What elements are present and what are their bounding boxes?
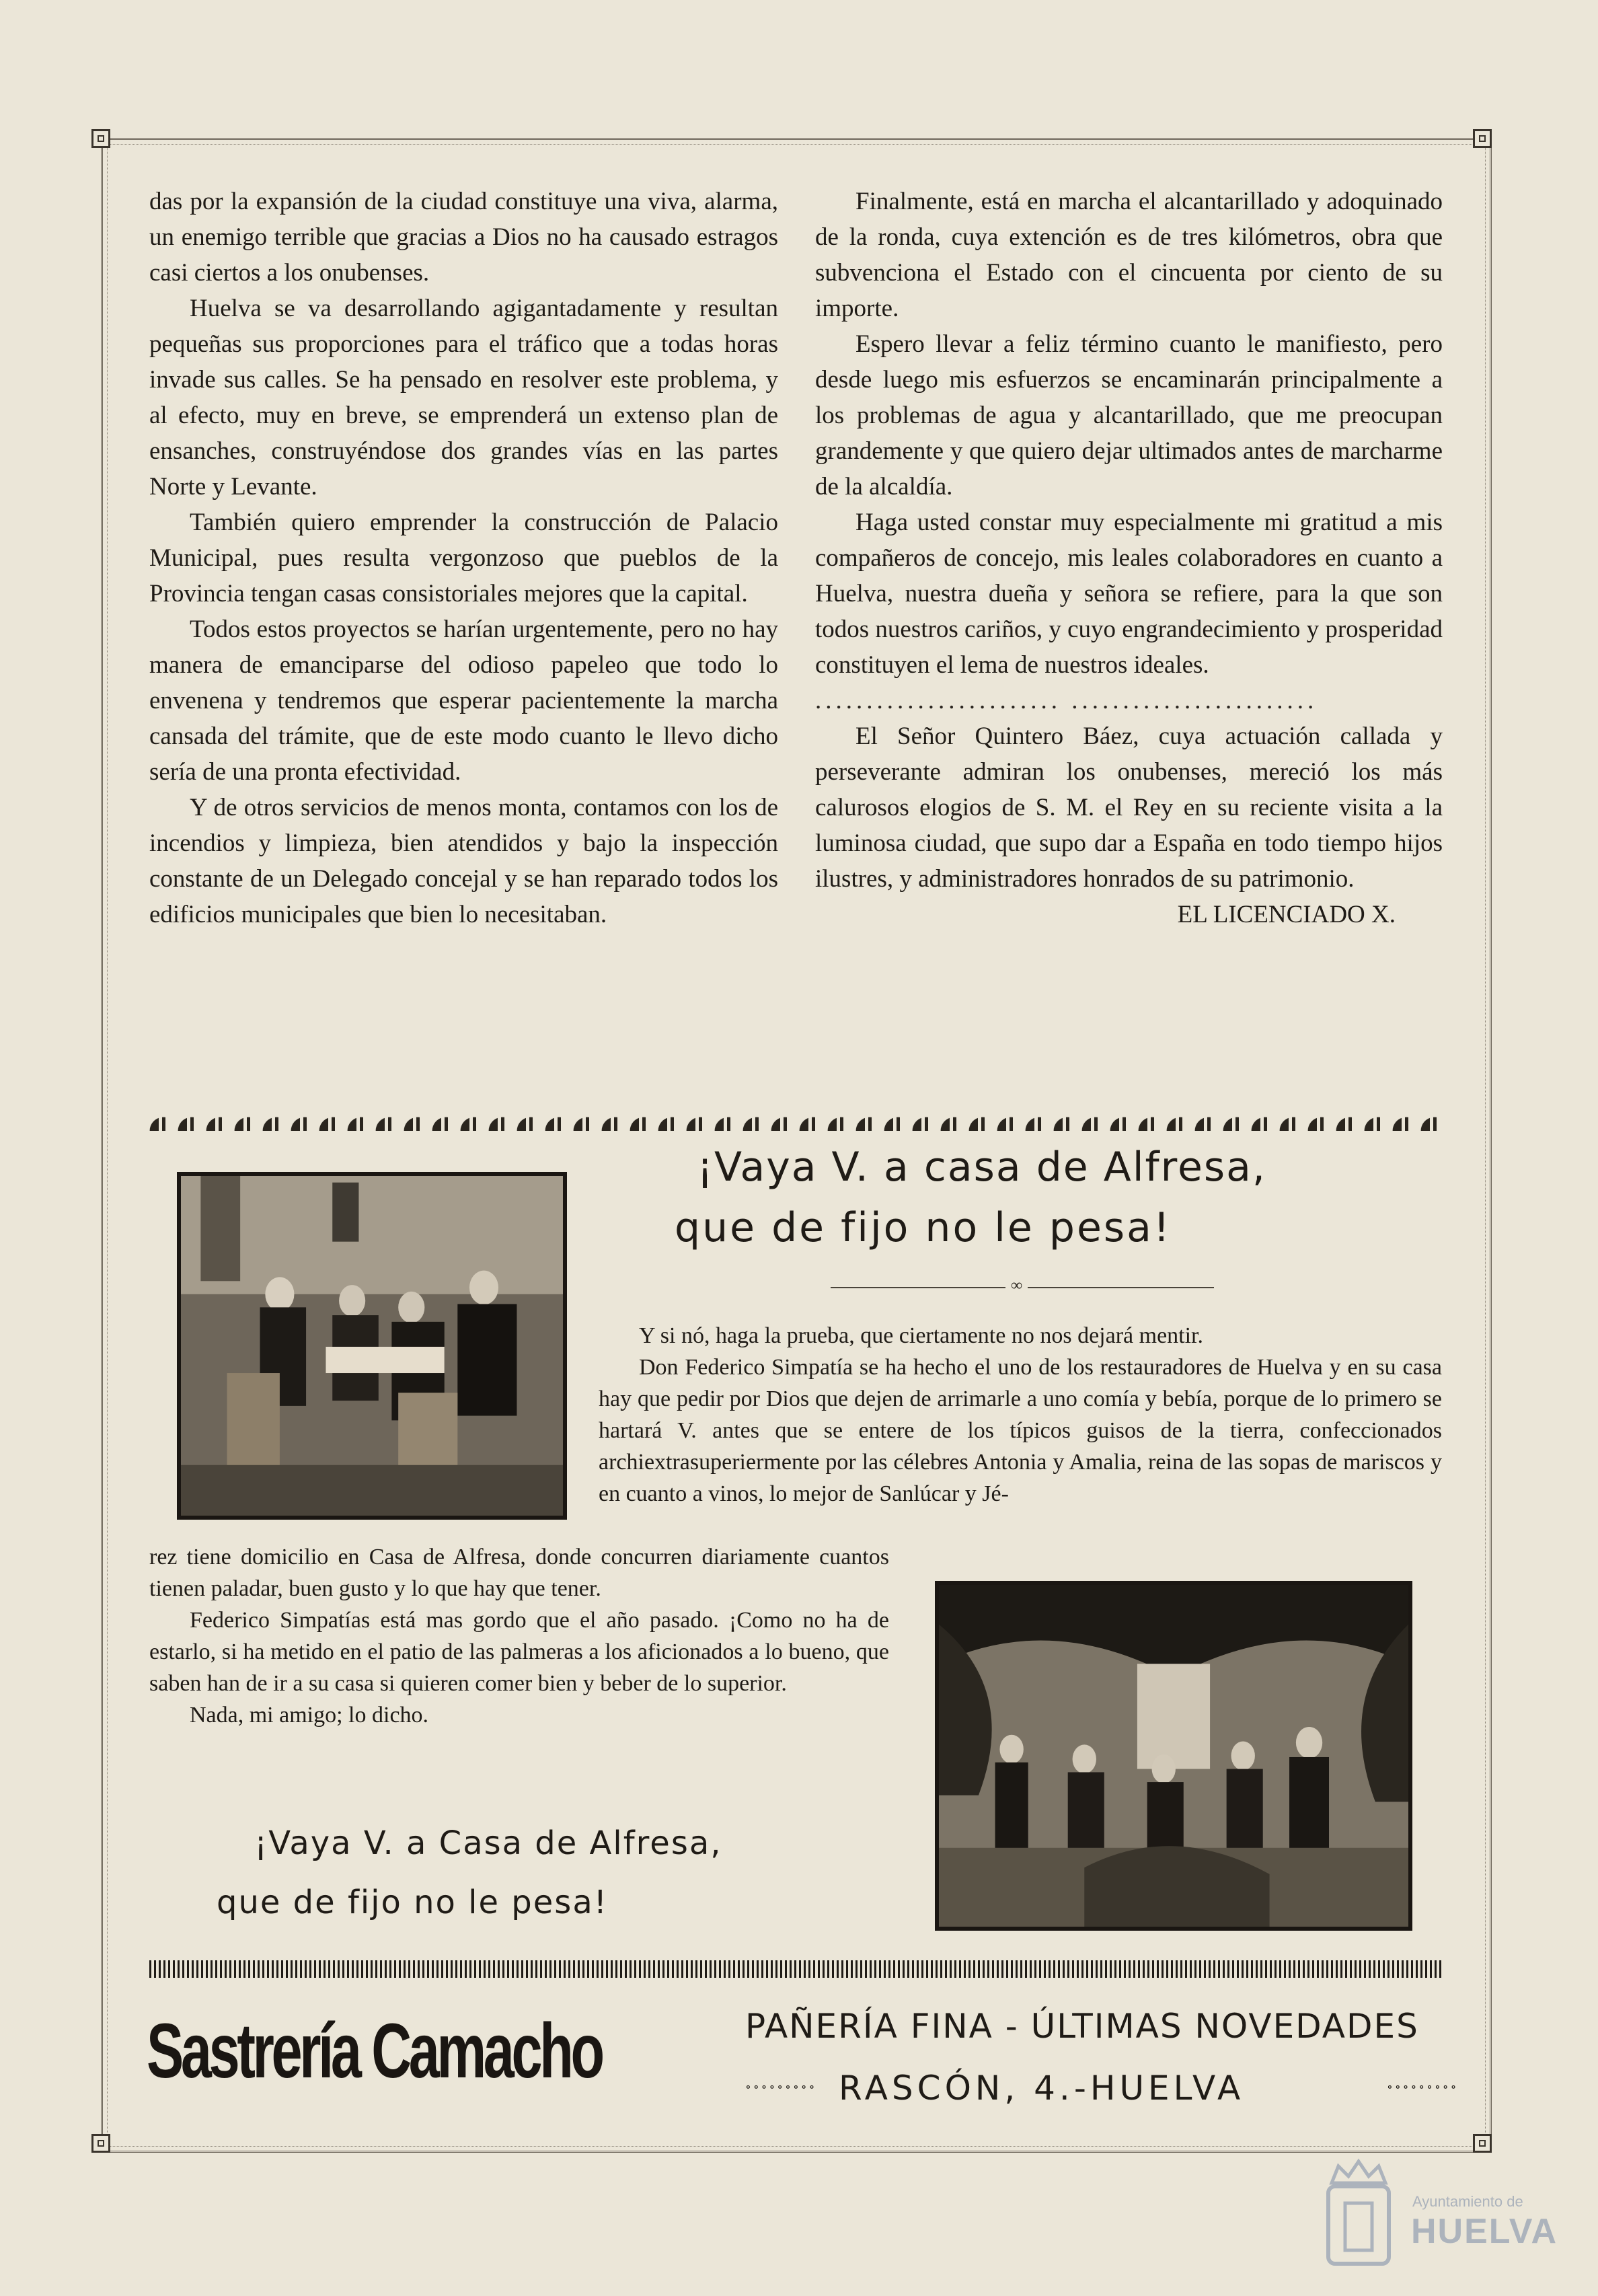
- corner-ornament: [91, 129, 110, 148]
- article-paragraph: También quiero emprender la construcción de Palacio Municipal, pues resulta vergonzoso que pueblos de la Provincia tengan casas consistoriales mejores que la capital.: [149, 509, 778, 607]
- ornament-glyph: ∞: [1005, 1277, 1028, 1295]
- alfresa-headline: ¡Vaya V. a casa de Alfresa,: [697, 1144, 1266, 1191]
- article-paragraph: Espero llevar a feliz término cuanto le manifiesto, pero desde luego mis esfuerzos se encaminarán principalmente a los problemas de agua y alcantarillado, que me preocupan grandemente y que quiero dejar ultimados antes de marcharme de la alcaldía.: [815, 330, 1443, 501]
- decorative-bar-rule: [149, 1960, 1442, 1978]
- advert-dots: ∘∘∘∘∘∘∘∘∘: [1387, 2080, 1459, 2094]
- alfresa-paragraph: Y si nó, haga la prueba, que ciertamente no nos dejará mentir.: [639, 1323, 1203, 1348]
- article-paragraph: Haga usted constar muy especialmente mi gratitud a mis compañeros de concejo, mis leales colaboradores en cuanto a Huelva, nuestra dueña y señora se refiere, para la que son todos nuestros cariños, y cuyo engrandecimiento y prosperidad constituyen el lema de nuestros ideales.: [815, 509, 1443, 679]
- ornament-divider: [831, 1277, 1214, 1294]
- watermark-caption: Ayuntamiento de: [1412, 2193, 1523, 2210]
- corner-ornament: [91, 2134, 110, 2153]
- advert-dots: ∘∘∘∘∘∘∘∘∘: [745, 2080, 817, 2094]
- article-paragraph: Huelva se va desarrollando agigantadamente y resultan pequeñas sus proporciones para el tráfico que a todas horas invade sus calles. Se ha pensado en resolver este problema, y al efecto, muy en breve, se emprenderá un extenso plan de ensanches, construyéndose dos grandes vías en las partes Norte y Levante.: [149, 295, 778, 501]
- restaurant-photo: [177, 1172, 567, 1520]
- alfresa-paragraph: Federico Simpatías está mas gordo que el año pasado. ¡Como no ha de estarlo, si ha metido en el patio de las palmeras a los aficionados a lo bueno, que saben han de ir a su casa si quieren comer bien y beber de lo superior.: [149, 1608, 889, 1696]
- alfresa-slogan: ¡Vaya V. a Casa de Alfresa,: [254, 1824, 722, 1862]
- dotted-separator: ........................ ........................: [815, 687, 1318, 714]
- corner-ornament: [1473, 2134, 1492, 2153]
- crown-shield-icon: [1318, 2156, 1399, 2270]
- article-paragraph: das por la expansión de la ciudad constituye una viva, alarma, un enemigo terrible que gracias a Dios no ha causado estragos casi ciertos a los onubenses.: [149, 188, 778, 287]
- alfresa-paragraph: Don Federico Simpatía se ha hecho el uno de los restauradores de Huelva y en su casa hay que pedir por Dios que dejen de arrimarle a uno comía y bebía, porque de lo primero se hartará V. antes que se entere de los típicos guisos de la tierra, confeccionados archiextrasuperiermente por las célebres Antonia y Amalia, reina de las sopas de mariscos y en cuanto a vinos, lo mejor de Sanlúcar y Jé-: [599, 1355, 1442, 1506]
- advert-brand: Sastrería Camacho: [147, 2008, 602, 2094]
- article-paragraph: Todos estos proyectos se harían urgentemente, pero no hay manera de emanciparse del odioso papeleo que todo lo envenena y tendremos que esperar pacientemente la marcha cansada del trámite, que de este modo cuanto le llevo dicho sería de una pronta efectividad.: [149, 616, 778, 786]
- alfresa-headline: que de fijo no le pesa!: [675, 1204, 1172, 1251]
- alfresa-text-right: [599, 1320, 1442, 1510]
- alfresa-paragraph: Nada, mi amigo; lo dicho.: [190, 1703, 429, 1728]
- advert-address: RASCÓN, 4.-HUELVA: [839, 2069, 1245, 2108]
- alfresa-paragraph: rez tiene domicilio en Casa de Alfresa, donde concurren diariamente cuantos tienen paladar, buen gusto y lo que hay que tener.: [149, 1545, 889, 1601]
- huelva-watermark: [1318, 2156, 1558, 2277]
- article-signature: EL LICENCIADO X.: [1177, 901, 1396, 928]
- alfresa-slogan: que de fijo no le pesa!: [217, 1884, 608, 1921]
- article-right-column: [815, 184, 1443, 932]
- article-paragraph: El Señor Quintero Báez, cuya actuación callada y perseverante admiran los onubenses, mereció los más calurosos elogios de S. M. el Rey en su reciente visita a la luminosa ciudad, que supo dar a España en todo tiempo hijos ilustres, y administradores honrados de su patrimonio.: [815, 723, 1443, 893]
- advert-tagline: PAÑERÍA FINA - ÚLTIMAS NOVEDADES: [745, 2007, 1419, 2046]
- alfresa-text-left: [149, 1541, 889, 1731]
- patio-palms-photo: [935, 1581, 1412, 1931]
- article-paragraph: Finalmente, está en marcha el alcantarillado y adoquinado de la ronda, cuya extención es de tres kilómetros, obra que subvenciona el Estado con el cincuenta por ciento de su importe.: [815, 188, 1443, 322]
- ornamental-band: [149, 1113, 1442, 1131]
- article-paragraph: Y de otros servicios de menos monta, contamos con los de incendios y limpieza, bien atendidos y bajo la inspección constante de un Delegado concejal y se han reparado todos los edificios municipales que bien lo necesitaban.: [149, 794, 778, 928]
- watermark-title: HUELVA: [1411, 2212, 1558, 2251]
- article-left-column: [149, 184, 778, 932]
- corner-ornament: [1473, 129, 1492, 148]
